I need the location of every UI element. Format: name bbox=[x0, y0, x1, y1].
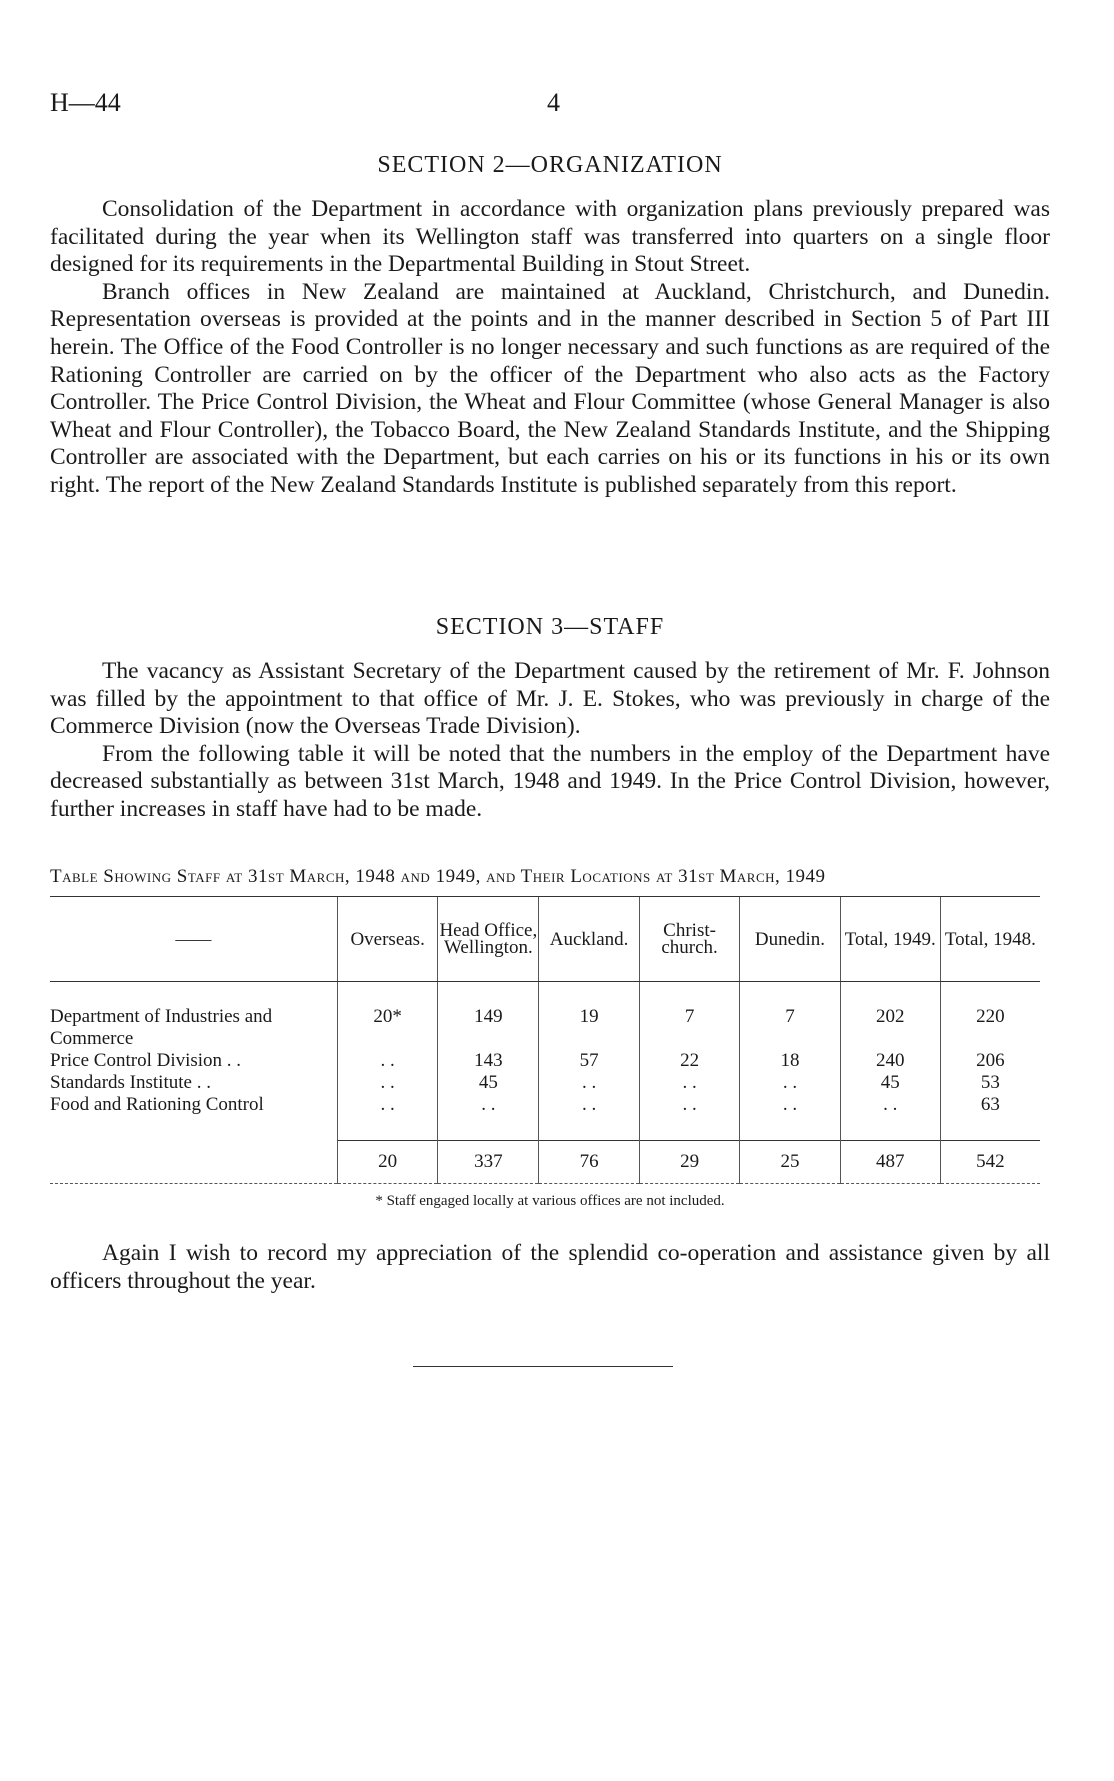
end-rule bbox=[413, 1366, 673, 1367]
column-header-christchurch: Christ- church. bbox=[639, 897, 739, 982]
table-row bbox=[50, 1094, 1040, 1116]
table-caption: Table Showing Staff at 31st March, 1948 and 1949, and Their Locations at 31st March, 1949 bbox=[50, 866, 826, 887]
table-cell: 206 bbox=[940, 1050, 1040, 1072]
row-label: Price Control Division . . bbox=[50, 1050, 242, 1071]
document-reference: H—44 bbox=[50, 88, 121, 117]
column-header-overseas: Overseas. bbox=[337, 897, 438, 982]
total-cell: 29 bbox=[639, 1141, 739, 1184]
table-cell: 57 bbox=[539, 1050, 640, 1072]
section-3-body bbox=[50, 658, 1050, 824]
section-2-paragraph: Branch offices in New Zealand are maintained at Auckland, Christchurch, and Dunedin. Representation overseas is provided at the points and in the manner described in Section 5 of Part III herein. The Office of the Food Controller is no longer necessary and such functions as are required of the Rationing Controller are carried on by the officer of the Department who also acts as the Factory Controller. The Price Control Division, the Wheat and Flour Committee (whose General Manager is also Wheat and Flour Controller), the Tobacco Board, the New Zealand Standards Institute, and the Shipping Controller are associated with the Department, but each carries on his or its functions in his or its own right. The report of the New Zealand Standards Institute is published separately from this report. bbox=[50, 278, 1050, 498]
table-cell: 53 bbox=[940, 1072, 1040, 1094]
table-cell: . . bbox=[337, 1094, 438, 1116]
table-cell: . . bbox=[639, 1094, 739, 1116]
total-cell: 76 bbox=[539, 1141, 640, 1184]
table-header-blank: —— bbox=[50, 897, 337, 982]
table-cell: . . bbox=[639, 1072, 739, 1094]
column-header-auckland: Auckland. bbox=[539, 897, 640, 982]
table-header-row bbox=[50, 897, 1040, 982]
table-cell: 45 bbox=[438, 1072, 539, 1094]
table-cell: . . bbox=[539, 1094, 640, 1116]
table-cell: . . bbox=[740, 1072, 841, 1094]
page-header bbox=[50, 88, 1050, 124]
table-cell: 220 bbox=[940, 1006, 1040, 1050]
table-cell: 7 bbox=[639, 1006, 739, 1050]
table-cell: 45 bbox=[840, 1072, 940, 1094]
row-label: Department of Industries and Commerce bbox=[50, 1006, 273, 1049]
table-cell: . . bbox=[840, 1094, 940, 1116]
table-cell: 149 bbox=[438, 1006, 539, 1050]
column-header-total-1949: Total, 1949. bbox=[840, 897, 940, 982]
row-label: Standards Institute . . bbox=[50, 1072, 211, 1093]
column-header-dunedin: Dunedin. bbox=[740, 897, 841, 982]
section-2-body bbox=[50, 196, 1050, 500]
section-2-heading: SECTION 2—ORGANIZATION bbox=[377, 152, 723, 178]
closing-paragraph-block bbox=[50, 1240, 1050, 1295]
section-3-paragraph: The vacancy as Assistant Secretary of the Department caused by the retirement of Mr. F. Johnson was filled by the appointment to that office of Mr. J. E. Stokes, who was previously in charge of the Commerce Division (now the Overseas Trade Division). bbox=[50, 658, 1050, 740]
table-footnote: * Staff engaged locally at various offices are not included. bbox=[375, 1193, 725, 1209]
page-number: 4 bbox=[547, 88, 560, 117]
table-row bbox=[50, 1050, 1040, 1072]
table-cell: 202 bbox=[840, 1006, 940, 1050]
column-header-head-office: Head Office, Wellington. bbox=[438, 897, 539, 982]
section-3-heading: SECTION 3—STAFF bbox=[435, 614, 665, 640]
section-2-paragraph: Consolidation of the Department in accordance with organization plans previously prepared was facilitated during the year when its Wellington staff was transferred into quarters on a single floor designed for its requirements in the Departmental Building in Stout Street. bbox=[50, 196, 1050, 278]
total-cell: 542 bbox=[940, 1141, 1040, 1184]
row-label: Food and Rationing Control bbox=[50, 1094, 264, 1115]
total-cell: 487 bbox=[840, 1141, 940, 1184]
table-row bbox=[50, 1006, 1040, 1050]
table-cell: . . bbox=[337, 1050, 438, 1072]
staff-table bbox=[50, 896, 1040, 1188]
section-3-paragraph: From the following table it will be noted that the numbers in the employ of the Department have decreased substantially as between 31st March, 1948 and 1949. In the Price Control Division, however, further increases in staff have had to be made. bbox=[50, 740, 1050, 822]
total-cell: 25 bbox=[740, 1141, 841, 1184]
table-cell: . . bbox=[539, 1072, 640, 1094]
table-cell: 22 bbox=[639, 1050, 739, 1072]
table-totals-row bbox=[50, 1141, 1040, 1184]
table-cell: 20* bbox=[337, 1006, 438, 1050]
table-cell: 63 bbox=[940, 1094, 1040, 1116]
table-cell: . . bbox=[337, 1072, 438, 1094]
table-cell: . . bbox=[740, 1094, 841, 1116]
column-header-total-1948: Total, 1948. bbox=[940, 897, 1040, 982]
closing-paragraph: Again I wish to record my appreciation of the splendid co-operation and assistance given by all officers throughout the year. bbox=[50, 1240, 1050, 1294]
table-cell: 19 bbox=[539, 1006, 640, 1050]
table-cell: 7 bbox=[740, 1006, 841, 1050]
table-cell: 18 bbox=[740, 1050, 841, 1072]
table-cell: 143 bbox=[438, 1050, 539, 1072]
total-cell: 337 bbox=[438, 1141, 539, 1184]
table-row bbox=[50, 1072, 1040, 1094]
total-cell: 20 bbox=[337, 1141, 438, 1184]
table-cell: . . bbox=[438, 1094, 539, 1116]
table-cell: 240 bbox=[840, 1050, 940, 1072]
